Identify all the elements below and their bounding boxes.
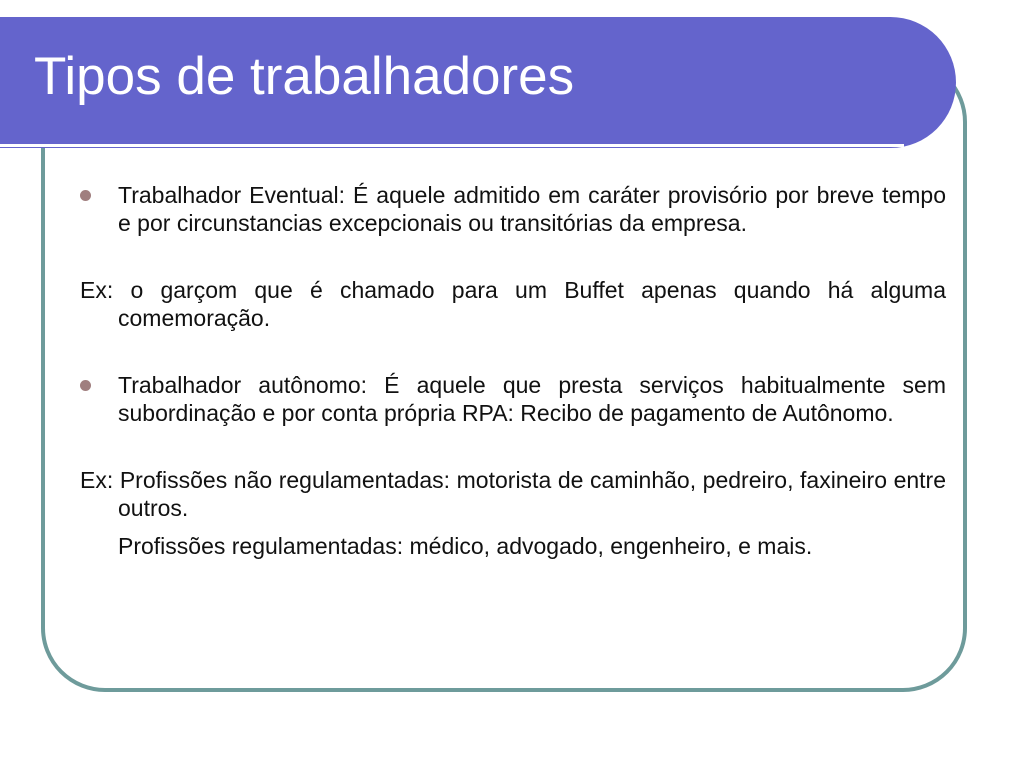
- slide-title: Tipos de trabalhadores: [34, 47, 575, 106]
- example-paragraph-eventual: Ex: o garçom que é chamado para um Buffet apenas quando há alguma comemoração.: [80, 277, 946, 331]
- title-underline: [0, 144, 904, 147]
- regulated-professions-paragraph: Profissões regulamentadas: médico, advogado, engenheiro, e mais.: [118, 533, 813, 559]
- example-paragraph-autonomo: Ex: Profissões não regulamentadas: motorista de caminhão, pedreiro, faxineiro entre outros.: [80, 467, 946, 521]
- bullet-paragraph-eventual: Trabalhador Eventual: É aquele admitido em caráter provisório por breve tempo e por circunstancias excepcionais ou transitórias da empresa.: [80, 181, 946, 237]
- bullet-paragraph-autonomo: Trabalhador autônomo: É aquele que presta serviços habitualmente sem subordinação e por conta própria RPA: Recibo de pagamento de Autônomo.: [80, 371, 946, 427]
- slide-body: [80, 181, 946, 560]
